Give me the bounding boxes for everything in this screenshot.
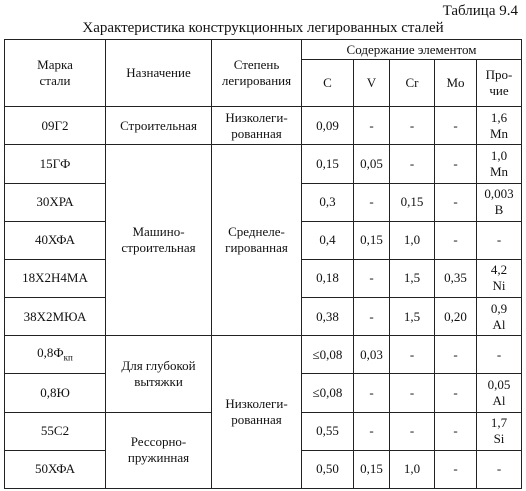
c-cell: 0,50 bbox=[302, 450, 354, 488]
c-cell: 0,18 bbox=[302, 259, 354, 297]
grade-cell: 15ГФ bbox=[5, 145, 106, 183]
table-row bbox=[5, 107, 522, 145]
c-cell: ≤0,08 bbox=[302, 336, 354, 374]
c-cell: ≤0,08 bbox=[302, 374, 354, 412]
grade-cell: $0,8Ф_{кп}$ bbox=[5, 336, 106, 374]
v-cell: 0,05 bbox=[354, 145, 390, 183]
other-cell: - bbox=[477, 221, 522, 259]
header-cr: Cr bbox=[390, 60, 435, 107]
header-c: C bbox=[302, 60, 354, 107]
cr-cell: - bbox=[390, 336, 435, 374]
grade-cell: 40ХФА bbox=[5, 221, 106, 259]
v-cell: - bbox=[354, 183, 390, 221]
c-cell: 0,55 bbox=[302, 412, 354, 450]
cr-cell: 1,5 bbox=[390, 259, 435, 297]
degree-cell: Низколеги- рованная bbox=[212, 107, 302, 145]
other-cell: 1,6 Mn bbox=[477, 107, 522, 145]
other-cell: 0,9 Al bbox=[477, 298, 522, 336]
c-cell: 0,3 bbox=[302, 183, 354, 221]
cr-cell: - bbox=[390, 374, 435, 412]
other-cell: 1,0 Mn bbox=[477, 145, 522, 183]
mo-cell: - bbox=[435, 183, 477, 221]
other-cell: 1,7 Si bbox=[477, 412, 522, 450]
purpose-cell: Машино- строительная bbox=[106, 145, 212, 336]
table-number: Таблица 9.4 bbox=[442, 3, 518, 19]
other-cell: - bbox=[477, 336, 522, 374]
degree-cell: Среднеле- гированная bbox=[212, 145, 302, 336]
v-cell: - bbox=[354, 259, 390, 297]
steel-table bbox=[4, 39, 522, 489]
mo-cell: - bbox=[435, 107, 477, 145]
cr-cell: 1,0 bbox=[390, 221, 435, 259]
mo-cell: - bbox=[435, 374, 477, 412]
mo-cell: - bbox=[435, 450, 477, 488]
v-cell: 0,15 bbox=[354, 450, 390, 488]
grade-cell: 38Х2МЮА bbox=[5, 298, 106, 336]
cr-cell: 0,15 bbox=[390, 183, 435, 221]
degree-cell: Низколеги- рованная bbox=[212, 336, 302, 489]
purpose-cell: Строительная bbox=[106, 107, 212, 145]
v-cell: 0,03 bbox=[354, 336, 390, 374]
grade-cell: 18Х2Н4МА bbox=[5, 259, 106, 297]
v-cell: - bbox=[354, 298, 390, 336]
cr-cell: 1,5 bbox=[390, 298, 435, 336]
header-grade: Марка стали bbox=[5, 40, 106, 107]
c-cell: 0,09 bbox=[302, 107, 354, 145]
mo-cell: - bbox=[435, 336, 477, 374]
mo-cell: - bbox=[435, 412, 477, 450]
grade-cell: 55С2 bbox=[5, 412, 106, 450]
purpose-cell: Рессорно- пружинная bbox=[106, 412, 212, 488]
header-other: Про- чие bbox=[477, 60, 522, 107]
header-mo: Mo bbox=[435, 60, 477, 107]
table-title: Характеристика конструкционных легированных сталей bbox=[82, 20, 444, 36]
grade-cell: 50ХФА bbox=[5, 450, 106, 488]
mo-cell: 0,35 bbox=[435, 259, 477, 297]
v-cell: - bbox=[354, 412, 390, 450]
cr-cell: - bbox=[390, 412, 435, 450]
grade-cell: 09Г2 bbox=[5, 107, 106, 145]
cr-cell: - bbox=[390, 107, 435, 145]
purpose-cell: Для глубокой вытяжки bbox=[106, 336, 212, 412]
v-cell: - bbox=[354, 374, 390, 412]
other-cell: - bbox=[477, 450, 522, 488]
other-cell: 4,2 Ni bbox=[477, 259, 522, 297]
other-cell: 0,05 Al bbox=[477, 374, 522, 412]
other-cell: 0,003 B bbox=[477, 183, 522, 221]
mo-cell: - bbox=[435, 221, 477, 259]
header-content: Содержание элементом bbox=[302, 40, 522, 60]
v-cell: - bbox=[354, 107, 390, 145]
mo-cell: - bbox=[435, 145, 477, 183]
table-row bbox=[5, 336, 522, 374]
c-cell: 0,15 bbox=[302, 145, 354, 183]
mo-cell: 0,20 bbox=[435, 298, 477, 336]
header-alloy-degree: Степень легирования bbox=[212, 40, 302, 107]
cr-cell: - bbox=[390, 145, 435, 183]
grade-cell: 30ХРА bbox=[5, 183, 106, 221]
v-cell: 0,15 bbox=[354, 221, 390, 259]
grade-cell: 0,8Ю bbox=[5, 374, 106, 412]
table-row bbox=[5, 145, 522, 183]
cr-cell: 1,0 bbox=[390, 450, 435, 488]
header-purpose: Назначение bbox=[106, 40, 212, 107]
header-v: V bbox=[354, 60, 390, 107]
c-cell: 0,38 bbox=[302, 298, 354, 336]
c-cell: 0,4 bbox=[302, 221, 354, 259]
